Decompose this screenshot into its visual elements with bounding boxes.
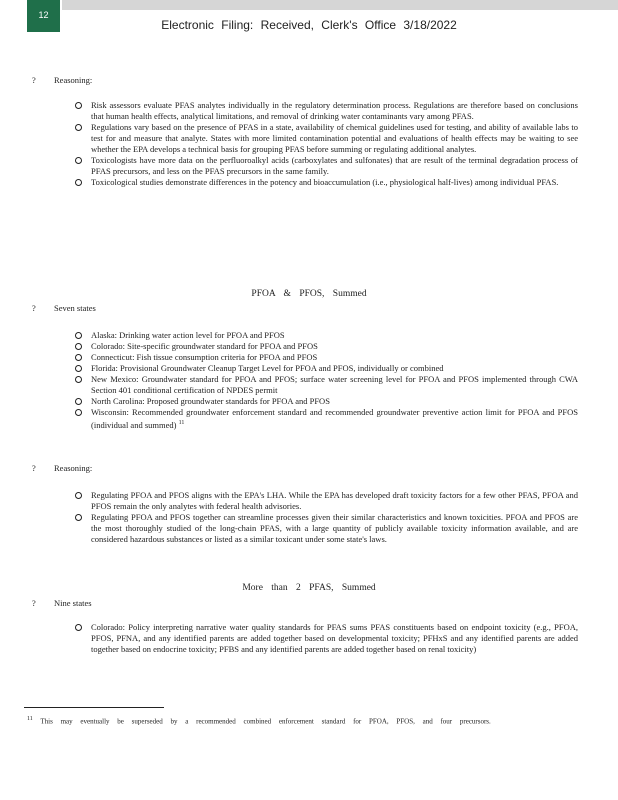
list-item (75, 407, 578, 431)
question-bullet-icon: ? (32, 75, 36, 85)
list-item: Connecticut: Fish tissue consumption criteria for PFOA and PFOS (75, 352, 578, 363)
reasoning-label-2: Reasoning: (54, 463, 93, 473)
footnote-ref[interactable]: 11 (178, 420, 185, 426)
section-heading-pfoa-pfos: PFOA & PFOS, Summed (251, 289, 367, 299)
nine-states-list (75, 622, 578, 655)
list-item: Toxicologists have more data on the perfluoroalkyl acids (carboxylates and sulfonates) that are result of the terminal degradation process of PFAS precursors, and less on the PFAS precursors in the same family. (75, 155, 578, 177)
nine-states-label: Nine states (54, 598, 92, 608)
footnote (27, 714, 587, 727)
list-item: Florida: Provisional Groundwater Cleanup Target Level for PFOA and PFOS, individually or combined (75, 363, 578, 374)
footnote-number: 11 (27, 716, 33, 722)
question-bullet-icon: ? (32, 463, 36, 473)
reasoning-list-2 (75, 490, 578, 545)
question-bullet-icon: ? (32, 303, 36, 313)
footnote-divider (24, 707, 164, 708)
seven-states-label: Seven states (54, 303, 96, 313)
list-item: Regulations vary based on the presence of PFAS in a state, availability of chemical guidelines used for testing, and ability of available labs to test for and measure that analyte. States with more limited contamination potential and evaluations of health effects may be waiting to see whether the EPA develops a technical basis for grouping PFAS before summing or regulating additional analytes. (75, 122, 578, 155)
filing-header: Electronic Filing: Received, Clerk's Office 3/18/2022 (161, 18, 457, 32)
list-item: Risk assessors evaluate PFAS analytes individually in the regulatory determination process. Regulations are therefore based on conclusions that human health effects, analytical limitations, and removal of drinking water contaminants vary among PFAS. (75, 100, 578, 122)
list-item: Regulating PFOA and PFOS aligns with the EPA's LHA. While the EPA has developed draft toxicity factors for a few other PFAS, PFOA and PFOS remain the only analytes with federal health advisories. (75, 490, 578, 512)
reasoning-list-1 (75, 100, 578, 188)
question-bullet-icon: ? (32, 598, 36, 608)
wisconsin-text: Wisconsin: Recommended groundwater enforcement standard and recommended groundwater preventive action limit for PFOA and PFOS (individual and summed) (91, 407, 578, 430)
page-number: 12 (38, 10, 49, 20)
list-item: Toxicological studies demonstrate differences in the potency and bioaccumulation (i.e., physiological half-lives) among individual PFAS. (75, 177, 578, 188)
list-item: North Carolina: Proposed groundwater standards for PFOA and PFOS (75, 396, 578, 407)
seven-states-list (75, 330, 578, 431)
footnote-text: This may eventually be superseded by a recommended combined enforcement standard for PFOA, PFOS, and four precursors. (40, 717, 491, 726)
list-item: Colorado: Site-specific groundwater standard for PFOA and PFOS (75, 341, 578, 352)
list-item: Colorado: Policy interpreting narrative water quality standards for PFAS sums PFAS constituents based on endpoint toxicity (e.g., PFOA, PFOS, PFNA, and any identified parents are added together based on developmental toxicity; PFHxS and any identified parents are added together based on endocrine toxicity; PFBS and any identified parents are added together based on renal toxicity) (75, 622, 578, 655)
reasoning-label-1: Reasoning: (54, 75, 93, 85)
list-item: Alaska: Drinking water action level for PFOA and PFOS (75, 330, 578, 341)
list-item: New Mexico: Groundwater standard for PFOA and PFOS; surface water screening level for PFOA and PFOS implemented through CWA Section 401 conditional certification of NPDES permit (75, 374, 578, 396)
section-heading-more-than-2: More than 2 PFAS, Summed (242, 583, 376, 593)
list-item: Regulating PFOA and PFOS together can streamline processes given their similar characteristics and known toxicities. PFOA and PFOS are the most thoroughly studied of the long-chain PFAS, with a large quantity of publicly available toxicity information available, and are considered hazardous substances or listed as a similar toxicant under some state's laws. (75, 512, 578, 545)
header-bar (62, 0, 618, 10)
